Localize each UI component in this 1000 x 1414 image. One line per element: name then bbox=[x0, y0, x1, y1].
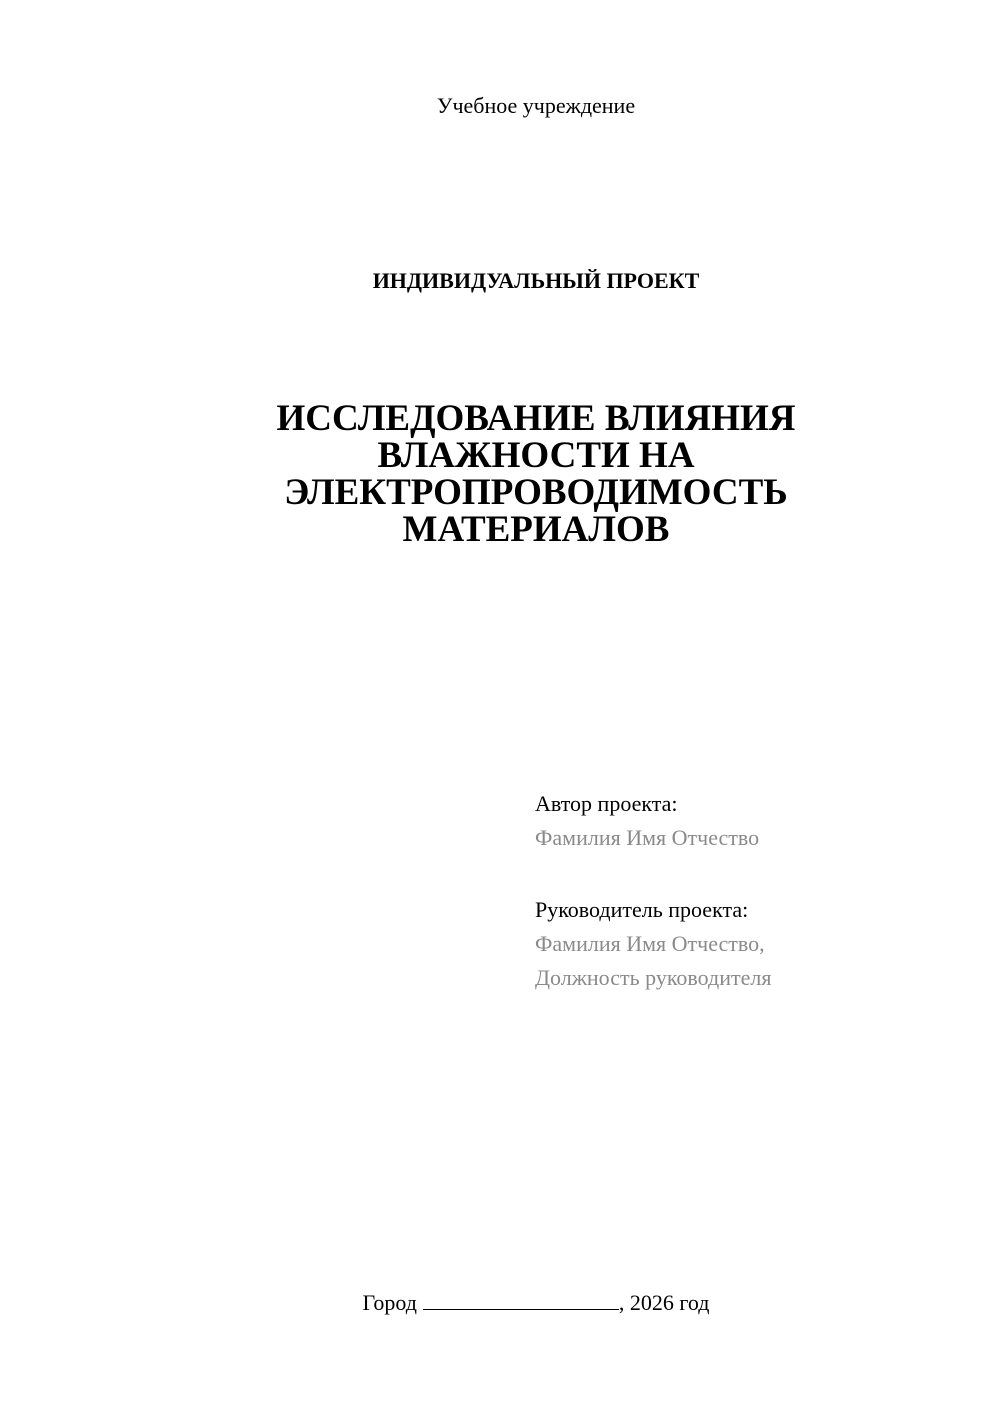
project-title-line: МАТЕРИАЛОВ bbox=[402, 509, 670, 550]
author-label: Автор проекта: bbox=[535, 791, 678, 816]
city-blank-line bbox=[423, 1289, 619, 1310]
project-title-line: ИССЛЕДОВАНИЕ ВЛИЯНИЯ bbox=[276, 398, 796, 439]
city-label: Город bbox=[362, 1290, 417, 1315]
supervisor-label: Руководитель проекта: bbox=[535, 897, 749, 922]
year-text: , 2026 год bbox=[618, 1290, 710, 1315]
document-type: ИНДИВИДУАЛЬНЫЙ ПРОЕКТ bbox=[372, 268, 700, 293]
author-block bbox=[535, 787, 955, 855]
supervisor-block bbox=[535, 893, 955, 995]
project-title-line: ВЛАЖНОСТИ НА bbox=[377, 435, 695, 476]
author-name: Фамилия Имя Отчество bbox=[535, 825, 760, 850]
institution-name: Учебное учреждение bbox=[436, 93, 636, 118]
supervisor-position: Должность руководителя bbox=[535, 965, 772, 990]
project-title bbox=[230, 400, 842, 548]
supervisor-name: Фамилия Имя Отчество, bbox=[535, 931, 765, 956]
project-title-line: ЭЛЕКТРОПРОВОДИМОСТЬ bbox=[284, 472, 788, 513]
city-year-line bbox=[230, 1288, 842, 1318]
